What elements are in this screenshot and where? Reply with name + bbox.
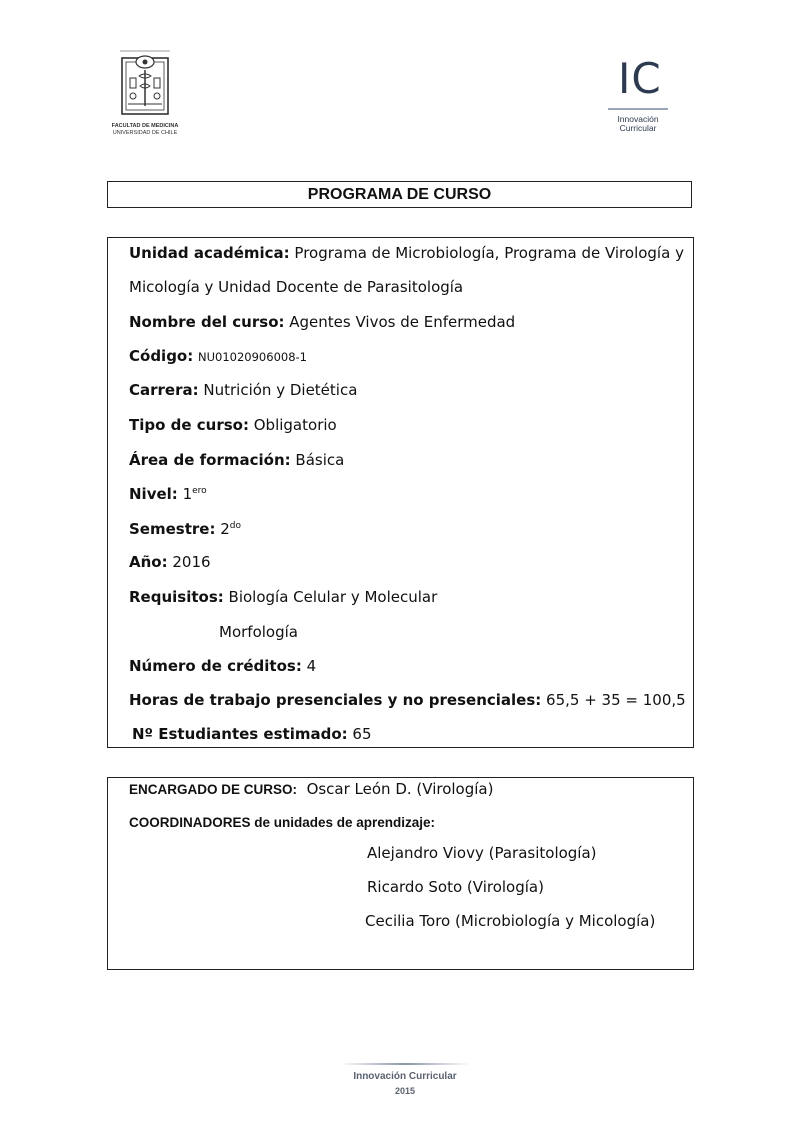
tipo-curso-label: Tipo de curso:: [129, 416, 249, 434]
carrera-row: [129, 381, 357, 399]
area-formacion-label: Área de formación:: [129, 451, 291, 469]
title-box: [107, 181, 692, 208]
ic-logo-subtitle: [598, 115, 678, 133]
course-info-box: [107, 237, 694, 748]
semestre-value: 2: [215, 520, 230, 538]
footer-logo: [340, 1063, 470, 1105]
coordinator-item: Ricardo Soto (Virología): [367, 878, 544, 896]
codigo-value: NU01020906008-1: [198, 350, 307, 364]
encargado-value: Oscar León D. (Virología): [306, 780, 494, 798]
carrera-label: Carrera:: [129, 381, 199, 399]
unidad-academica-row: [129, 244, 684, 262]
unidad-academica-value-1: Programa de Microbiología, Programa de Virología y: [289, 244, 684, 262]
nivel-label: Nivel:: [129, 485, 178, 503]
footer-line1: Innovación Curricular: [353, 1071, 457, 1082]
faculty-logo-line2: UNIVERSIDAD DE CHILE: [112, 130, 178, 136]
estudiantes-row: [132, 725, 372, 743]
nivel-superscript: ero: [192, 486, 207, 496]
nombre-curso-value: Agentes Vivos de Enfermedad: [284, 313, 516, 331]
creditos-label: Número de créditos:: [129, 657, 302, 675]
horas-label: Horas de trabajo presenciales y no presenciales:: [129, 691, 542, 709]
anio-label: Año:: [129, 553, 168, 571]
requisitos-value-2: Morfología: [219, 623, 298, 641]
ic-logo-letters: IC: [618, 54, 662, 103]
faculty-crest-icon: [110, 48, 180, 120]
anio-row: [129, 553, 211, 571]
area-formacion-value: Básica: [290, 451, 345, 469]
semestre-row: [129, 520, 241, 538]
nombre-curso-label: Nombre del curso:: [129, 313, 285, 331]
innovacion-curricular-logo: [600, 54, 680, 140]
ic-logo-divider: [608, 108, 668, 110]
area-formacion-row: [129, 451, 344, 469]
requisitos-label: Requisitos:: [129, 588, 224, 606]
coordinadores-label: COORDINADORES de unidades de aprendizaje:: [129, 815, 436, 830]
nivel-value: 1: [177, 485, 193, 503]
nombre-curso-row: [129, 313, 515, 331]
faculty-logo-line1: FACULTAD DE MEDICINA: [111, 123, 179, 129]
page-title: PROGRAMA DE CURSO: [307, 186, 492, 203]
requisitos-value-1: Biología Celular y Molecular: [223, 588, 438, 606]
encargado-label: ENCARGADO DE CURSO:: [129, 782, 298, 797]
tipo-curso-value: Obligatorio: [248, 416, 337, 434]
anio-value: 2016: [167, 553, 211, 571]
carrera-value: Nutrición y Dietética: [198, 381, 358, 399]
coordinator-item: Alejandro Viovy (Parasitología): [367, 844, 597, 862]
unidad-academica-value-2: Micología y Unidad Docente de Parasitología: [129, 278, 464, 296]
coordination-box: [107, 777, 694, 970]
nivel-row: [129, 485, 207, 503]
horas-value: 65,5 + 35 = 100,5: [541, 691, 686, 709]
estudiantes-label: Nº Estudiantes estimado:: [132, 725, 348, 743]
horas-row: [129, 691, 686, 709]
encargado-row: [129, 780, 493, 798]
requisitos-row: [129, 588, 437, 606]
faculty-of-medicine-logo: [110, 48, 180, 140]
codigo-row: [129, 347, 307, 365]
semestre-superscript: do: [229, 521, 241, 531]
creditos-row: [129, 657, 316, 675]
codigo-label: Código:: [129, 347, 194, 365]
ic-logo-line1: Innovación: [617, 114, 659, 124]
ic-logo-line2: Curricular: [619, 123, 657, 133]
coordinadores-row: [129, 813, 435, 831]
footer-line2: 2015: [394, 1086, 416, 1096]
footer-divider: [340, 1063, 470, 1065]
semestre-label: Semestre:: [129, 520, 216, 538]
creditos-value: 4: [301, 657, 317, 675]
estudiantes-value: 65: [347, 725, 372, 743]
tipo-curso-row: [129, 416, 337, 434]
unidad-academica-label: Unidad académica:: [129, 244, 290, 262]
coordinator-item: Cecilia Toro (Microbiología y Micología): [365, 912, 656, 930]
